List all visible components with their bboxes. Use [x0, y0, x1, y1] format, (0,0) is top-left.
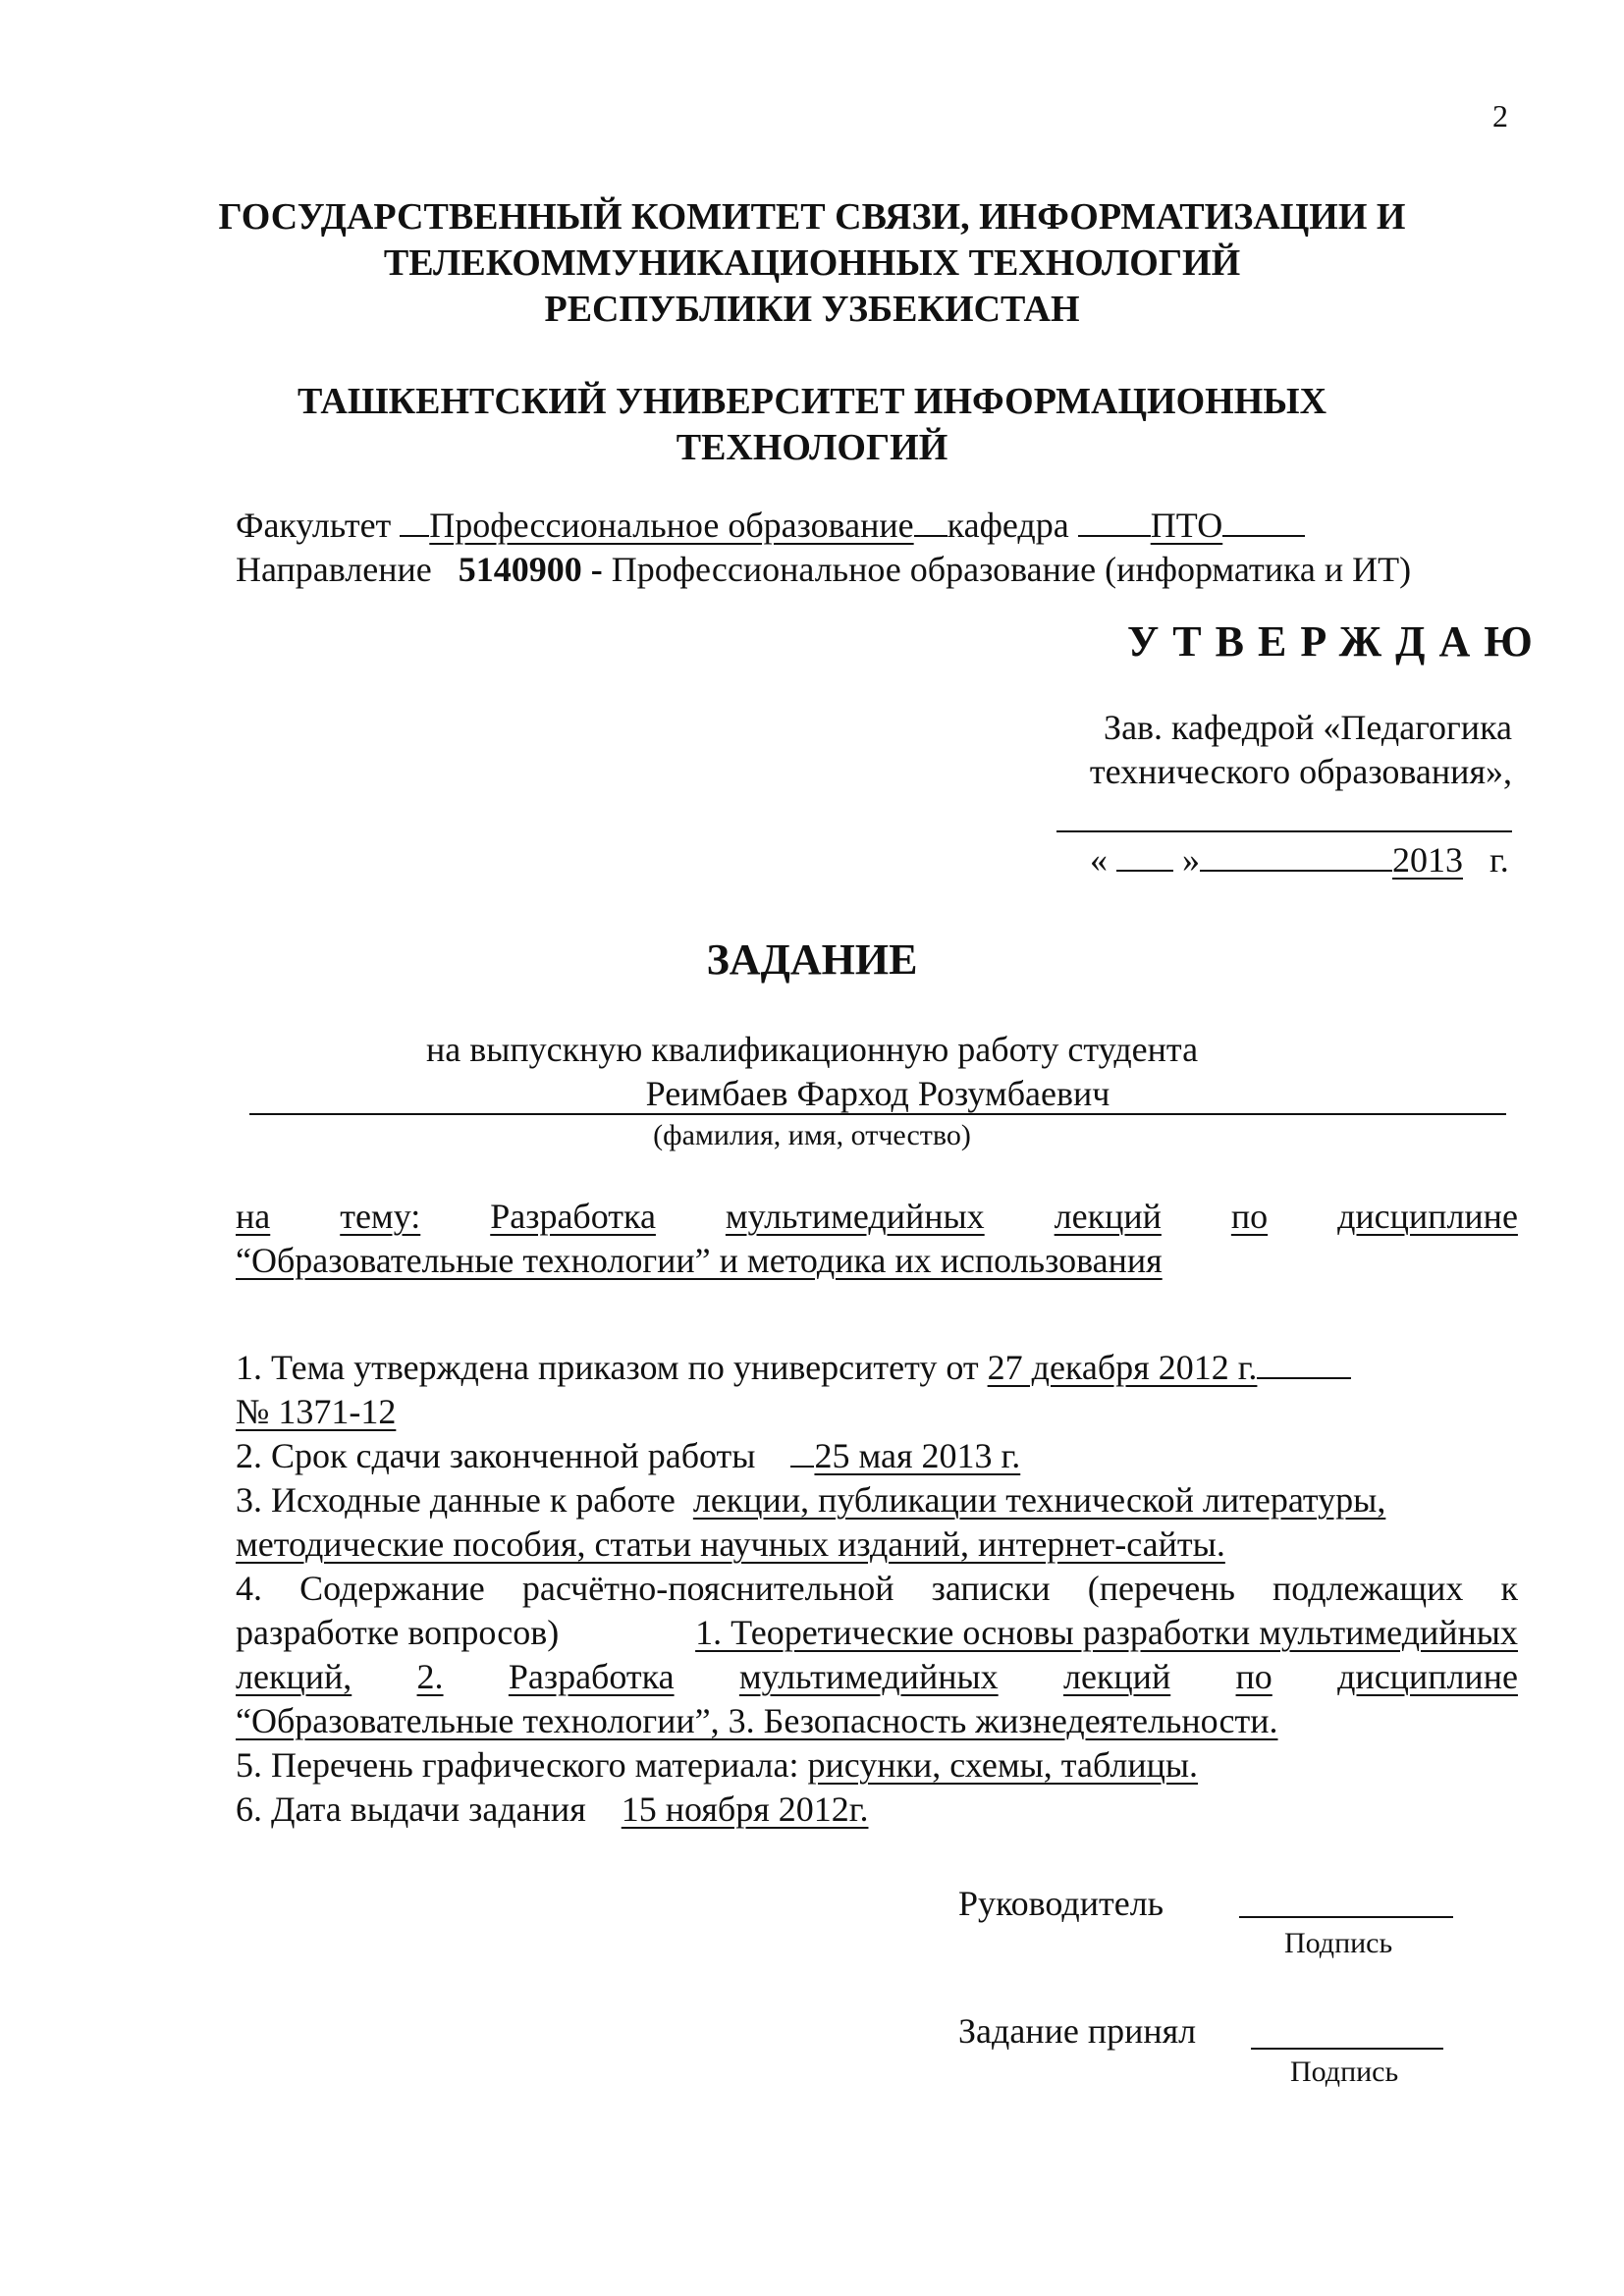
item4-word: расчётно-пояснительной	[521, 1569, 894, 1608]
item4-word: Содержание	[299, 1569, 485, 1608]
item4-word: лекций	[1062, 1657, 1171, 1696]
topic-line1	[236, 1196, 1518, 1237]
item6-value: 15 ноября 2012г.	[621, 1789, 869, 1829]
item3-line1	[236, 1479, 1385, 1521]
item5-label: 5. Перечень графического материала:	[236, 1745, 799, 1785]
approval-date-line	[1090, 839, 1509, 881]
supervisor-label: Руководитель	[958, 1884, 1164, 1923]
item3-value2: методические пособия, статьи научных изданий, интернет-сайты.	[236, 1524, 1225, 1564]
student-name-caption: (фамилия, имя, отчество)	[653, 1119, 971, 1151]
item2-label: 2. Срок сдачи законченной работы	[236, 1436, 756, 1475]
approval-signature-line	[1056, 830, 1512, 832]
topic-word: по	[1230, 1197, 1269, 1236]
item4-word: мультимедийных	[738, 1657, 999, 1696]
topic-word: лекций	[1054, 1197, 1162, 1236]
topic-word: тему:	[340, 1197, 421, 1236]
approval-date-close: »	[1182, 840, 1200, 880]
approval-year: 2013	[1392, 840, 1463, 880]
item1-line	[236, 1347, 1351, 1388]
item4-line2-label: разработке вопросов)	[236, 1613, 560, 1652]
item4-word: (перечень	[1087, 1569, 1235, 1608]
committee-title-line1: ГОСУДАРСТВЕННЫЙ КОМИТЕТ СВЯЗИ, ИНФОРМАТИЗАЦИИ И	[218, 196, 1406, 238]
accepted-signature-line	[1251, 2048, 1443, 2050]
item4-line1	[236, 1568, 1518, 1609]
topic-word: мультимедийных	[725, 1197, 985, 1236]
supervisor-caption: Подпись	[1284, 1927, 1393, 1959]
accepted-caption: Подпись	[1290, 2056, 1399, 2088]
item5-value: рисунки, схемы, таблицы.	[807, 1745, 1199, 1785]
approval-date-open: «	[1090, 840, 1108, 880]
item6-label: 6. Дата выдачи задания	[236, 1789, 586, 1829]
item4-line2-value: 1. Теоретические основы разработки мультимедийных	[695, 1613, 1518, 1652]
item4-word: лекций,	[236, 1657, 352, 1696]
student-name-line	[249, 1074, 1506, 1115]
topic-word: Разработка	[490, 1197, 656, 1236]
page-number: 2	[1492, 98, 1508, 133]
item4-word: по	[1235, 1657, 1272, 1696]
department-value: ПТО	[1150, 506, 1223, 545]
direction-value: Профессиональное образование (информатика и ИТ)	[611, 550, 1412, 589]
topic-line2: “Образовательные технологии” и методика их использования	[236, 1241, 1163, 1280]
committee-title-line2: ТЕЛЕКОММУНИКАЦИОННЫХ ТЕХНОЛОГИЙ	[383, 242, 1241, 284]
approval-year-suffix: г.	[1489, 840, 1509, 880]
item2-value: 25 мая 2013 г.	[814, 1436, 1021, 1475]
item1-value: 27 декабря 2012 г.	[987, 1348, 1258, 1387]
university-title-line2: ТЕХНОЛОГИЙ	[676, 427, 948, 468]
department-label: кафедра	[947, 506, 1069, 545]
item4-line3	[236, 1656, 1518, 1697]
item3-label: 3. Исходные данные к работе	[236, 1480, 676, 1520]
approval-line1: Зав. кафедрой «Педагогика	[1104, 708, 1512, 747]
direction-label: Направление	[236, 550, 432, 589]
item1-label: 1. Тема утверждена приказом по университету от	[236, 1348, 979, 1387]
assignment-title: ЗАДАНИЕ	[706, 935, 918, 984]
item1-order: № 1371-12	[236, 1392, 397, 1431]
item4-line4: “Образовательные технологии”, 3. Безопасность жизнедеятельности.	[236, 1701, 1278, 1740]
item5-line	[236, 1744, 1198, 1786]
approval-title: УТВЕРЖДАЮ	[1127, 617, 1546, 666]
topic-word: дисциплине	[1337, 1197, 1518, 1236]
item4-word: дисциплине	[1337, 1657, 1518, 1696]
item2-line	[236, 1435, 1020, 1476]
item4-word: записки	[931, 1569, 1051, 1608]
item4-word: к	[1500, 1569, 1518, 1608]
faculty-line	[236, 505, 1305, 546]
item4-line2	[236, 1612, 1518, 1653]
supervisor-signature-line	[1239, 1916, 1453, 1918]
approval-line2: технического образования»,	[1089, 752, 1512, 791]
topic-word: на	[236, 1197, 271, 1236]
item4-word: 4.	[236, 1569, 262, 1608]
item3-value1: лекции, публикации технической литературы,	[692, 1480, 1386, 1520]
faculty-label: Факультет	[236, 506, 392, 545]
direction-code: 5140900 -	[458, 550, 603, 589]
university-title-line1: ТАШКЕНТСКИЙ УНИВЕРСИТЕТ ИНФОРМАЦИОННЫХ	[297, 381, 1327, 422]
faculty-value: Профессиональное образование	[429, 506, 914, 545]
direction-line	[236, 549, 1411, 590]
item4-word: 2.	[416, 1657, 444, 1696]
accepted-label: Задание принял	[958, 2011, 1197, 2051]
item4-word: подлежащих	[1272, 1569, 1464, 1608]
student-name: Реимбаев Фарход Розумбаевич	[645, 1074, 1110, 1113]
assignment-subtitle: на выпускную квалификационную работу студента	[425, 1030, 1199, 1069]
committee-title-line3: РЕСПУБЛИКИ УЗБЕКИСТАН	[544, 289, 1080, 330]
item4-word: Разработка	[508, 1657, 675, 1696]
item6-line	[236, 1789, 868, 1830]
